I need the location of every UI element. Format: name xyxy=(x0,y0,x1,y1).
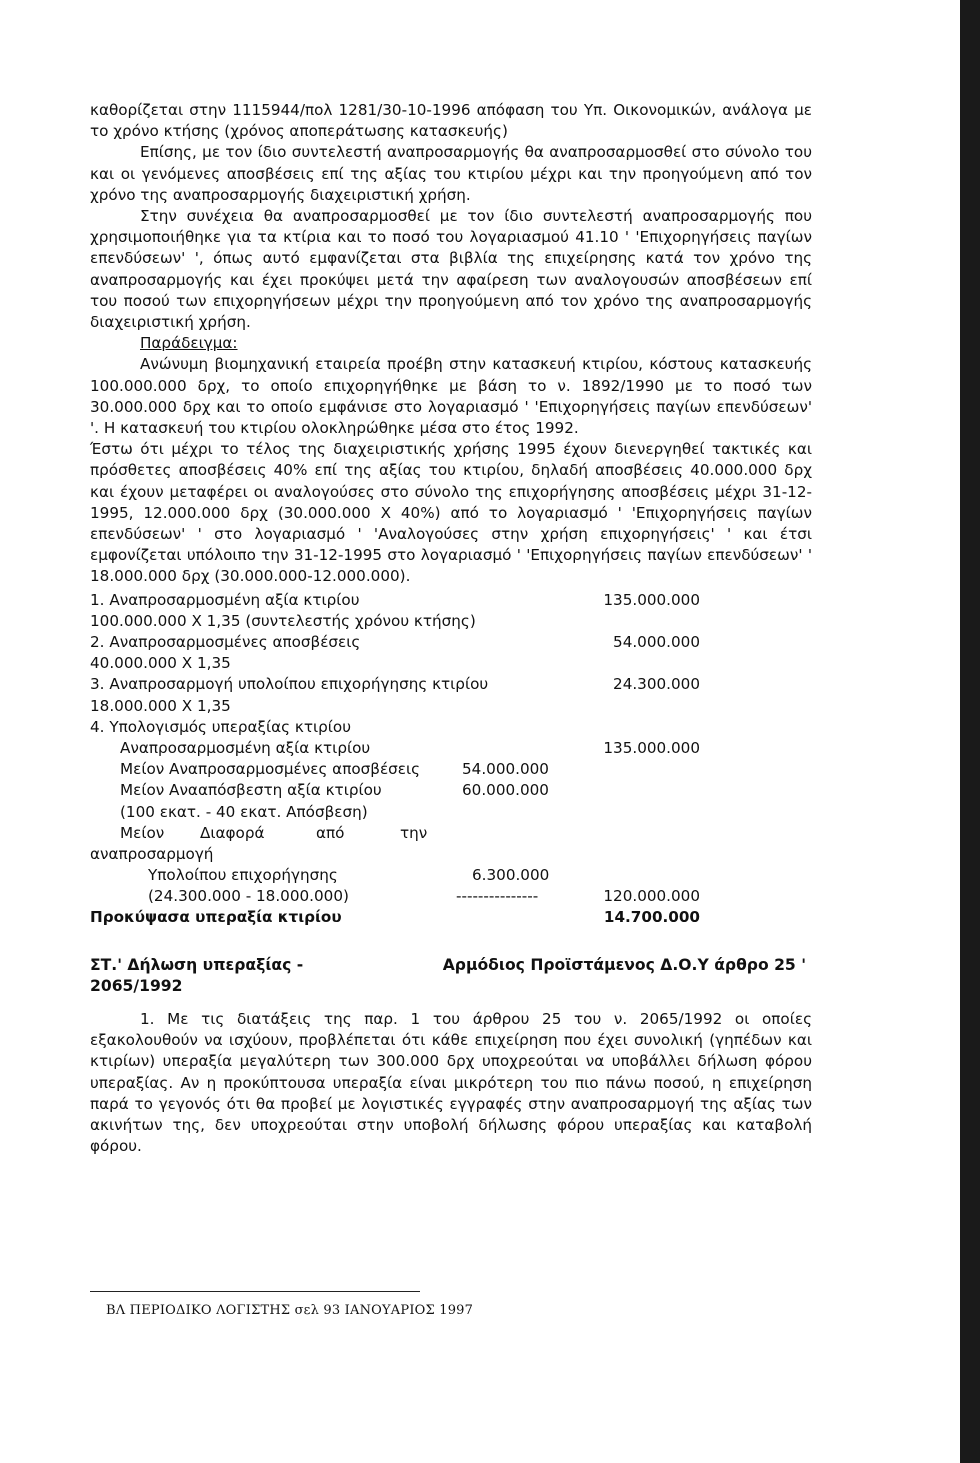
calc-mid-amount: 6.300.000 xyxy=(472,866,550,885)
calc-word: από xyxy=(316,823,345,842)
calc-word: Διαφορά xyxy=(200,823,265,842)
section-heading xyxy=(90,955,806,976)
calc-row-4e xyxy=(90,823,812,844)
calc-word: Μείον xyxy=(120,823,165,842)
calc-separator: --------------- xyxy=(456,887,539,906)
calc-row-4d xyxy=(90,802,812,823)
example-text: Ανώνυμη βιομηχανική εταιρεία προέβη στην κατασκευή κτιρίου, κόστους κατασκευής 100.000.000 δρχ, το οποίο επιχορηγήθηκε με βάση το ν. 1892/1990 με το ποσό των 30.000.000 δρχ και το οποίο εμφάνισε στο λογαριασμό ' 'Επιχορηγήσεις παγίων επενδύσεων' '. Η κατασκευή του κτιρίου ολοκληρώθηκε μέσα στο έτος 1992. xyxy=(90,355,812,438)
example-label: Παράδειγμα: xyxy=(140,334,238,353)
calc-label: αναπροσαρμογή xyxy=(90,844,214,863)
calc-row-3-sub xyxy=(90,696,812,717)
source-footer xyxy=(106,1303,473,1318)
calc-label: Μείον Αναπροσαρμοσμένες αποσβέσεις xyxy=(120,760,421,779)
footer-text: ΒΛ ΠΕΡΙΟΔΙΚΟ ΛΟΓΙΣΤΗΣ σελ 93 ΙΑΝΟΥΑΡΙΟΣ 1997 xyxy=(106,1303,474,1318)
calc-label: 18.000.000 Χ 1,35 xyxy=(90,696,231,715)
calc-row-4 xyxy=(90,717,812,738)
calc-label: (100 εκατ. - 40 εκατ. Απόσβεση) xyxy=(120,802,368,821)
paragraph-depreciation: Επίσης, με τον ίδιο συντελεστή αναπροσαρμογής θα αναπροσαρμοσθεί στο σύνολο του και οι γενόμενες αποσβέσεις επί της αξίας του κτιρίου μέχρι και την προηγούμενη από τον χρόνο της αναπροσαρμογής διαχειριστική χρήση. xyxy=(90,143,812,204)
calc-amount: 54.000.000 xyxy=(613,633,700,652)
calc-mid-amount: 54.000.000 xyxy=(462,760,549,779)
calc-label: Υπολοίπου επιχορήγησης xyxy=(148,866,338,885)
calc-label: (24.300.000 - 18.000.000) xyxy=(148,887,349,906)
footer-rule xyxy=(90,1291,420,1292)
calc-row-2 xyxy=(90,632,812,653)
paragraph-subsidy: Στην συνέχεια θα αναπροσαρμοσθεί με τον ίδιο συντελεστή αναπροσαρμογής που χρησιμοποιήθηκε για τα κτίρια και το ποσό του λογαριασμού 41.10 ' 'Επιχορηγήσεις παγίων επενδύσεων' ', όπως αυτό εμφανίζεται στα βιβλία της επιχείρησης κατά τον χρόνο της αναπροσαρμογής και έχει προκύψει μετά την αφαίρεση των αναλογουσών αποσβέσεων επί του ποσού των επιχορηγήσεων μέχρι την προηγούμενη από τον χρόνο της αναπροσαρμογής διαχειριστική χρήση. xyxy=(90,207,812,332)
calc-amount: 135.000.000 xyxy=(603,590,700,609)
calc-label: 3. Αναπροσαρμογή υπολοίπου επιχορήγησης κτιρίου xyxy=(90,675,489,694)
calc-label: 1. Αναπροσαρμοσμένη αξία κτιρίου xyxy=(90,590,360,609)
calc-word: την xyxy=(400,823,428,842)
calc-amount: 24.300.000 xyxy=(613,675,700,694)
calc-mid-amount: 60.000.000 xyxy=(462,781,549,800)
section-heading-right: Αρμόδιος Προϊστάμενος Δ.Ο.Υ άρθρο 25 ' xyxy=(442,955,806,974)
section-paragraph: 1. Με τις διατάξεις της παρ. 1 του άρθρου 25 του ν. 2065/1992 οι οποίες εξακολουθούν να ισχύουν, προβλέπεται ότι κάθε επιχείρηση που έχει συνολική (γηπέδων και κτιρίων) υπεραξία μεγαλύτερη των 300.000 δρχ υποχρεούται να υποβάλλει δήλωση φόρου υπεραξίας. Αν η προκύπτουσα υπεραξία είναι μικρότερη του πιο πάνω ποσού, η επιχείρηση παρά το γεγονός ότι θα προβεί με λογιστικές εγγραφές στην αναπροσαρμογή της αξίας των ακινήτων της, δεν υποχρεούται στην υποβολή δήλωσης φόρου υπεραξίας και καταβολή φόρου. xyxy=(90,1010,812,1156)
example-label-line xyxy=(90,333,812,354)
document-page xyxy=(90,100,812,1158)
calc-label: Αναπροσαρμοσμένη αξία κτιρίου xyxy=(120,738,371,757)
calc-row-1-sub xyxy=(90,611,812,632)
scan-dark-edge xyxy=(960,0,980,1463)
calc-label: 40.000.000 Χ 1,35 xyxy=(90,654,231,673)
calc-label: 100.000.000 Χ 1,35 (συντελεστής χρόνου κτήσης) xyxy=(90,611,476,630)
calc-row-4g xyxy=(90,865,812,886)
example-text-2: Έστω ότι μέχρι το τέλος της διαχειριστικής χρήσης 1995 έχουν διενεργηθεί τακτικές και πρόσθετες αποσβέσεις 40% επί της αξίας του κτιρίου, δηλαδή αποσβέσεις 40.000.000 δρχ και έχουν μεταφέρει οι αναλογούσες στο σύνολο της επιχορήγησης αποσβέσεις μέχρι 31-12-1995, 12.000.000 δρχ (30.000.000 Χ 40%) από το λογαριασμό ' 'Επιχορηγήσεις παγίων επενδύσεων' ' στο λογαριασμό ' 'Αναλογούσες στην χρήση επιχορηγήσεις' ' και έτσι εμφονίζεται υπόλοιπο την 31-12-1995 στο λογαριασμό ' 'Επιχορηγήσεις παγίων επενδύσεων' ' 18.000.000 δρχ (30.000.000-12.000.000). xyxy=(90,440,812,586)
calc-row-1 xyxy=(90,590,812,611)
section-heading-line2: 2065/1992 xyxy=(90,976,183,995)
calc-row-4a xyxy=(90,738,812,759)
calc-label: Μείον Ανααπόσβεστη αξία κτιρίου xyxy=(120,781,382,800)
calc-total-label: Προκύψασα υπεραξία κτιρίου xyxy=(90,908,342,927)
calc-row-total xyxy=(90,907,812,928)
section-heading-left: ΣΤ.' Δήλωση υπεραξίας - xyxy=(90,955,304,974)
calc-label: 2. Αναπροσαρμοσμένες αποσβέσεις xyxy=(90,633,361,652)
paragraph-intro: καθορίζεται στην 1115944/πολ 1281/30-10-1996 απόφαση του Υπ. Οικονομικών, ανάλογα με το χρόνο κτήσης (χρόνος αποπεράτωσης κατασκευής) xyxy=(90,101,812,141)
calc-row-4c xyxy=(90,780,812,801)
calc-row-4b xyxy=(90,759,812,780)
calc-row-4h xyxy=(90,886,812,907)
calc-total-amount: 14.700.000 xyxy=(603,908,700,927)
calc-row-2-sub xyxy=(90,653,812,674)
calc-label: 4. Υπολογισμός υπεραξίας κτιρίου xyxy=(90,717,352,736)
calc-amount: 135.000.000 xyxy=(603,738,700,757)
calc-row-4f xyxy=(90,844,812,865)
calc-amount: 120.000.000 xyxy=(603,887,700,906)
calc-row-3 xyxy=(90,674,812,695)
calculation-block xyxy=(90,590,812,929)
